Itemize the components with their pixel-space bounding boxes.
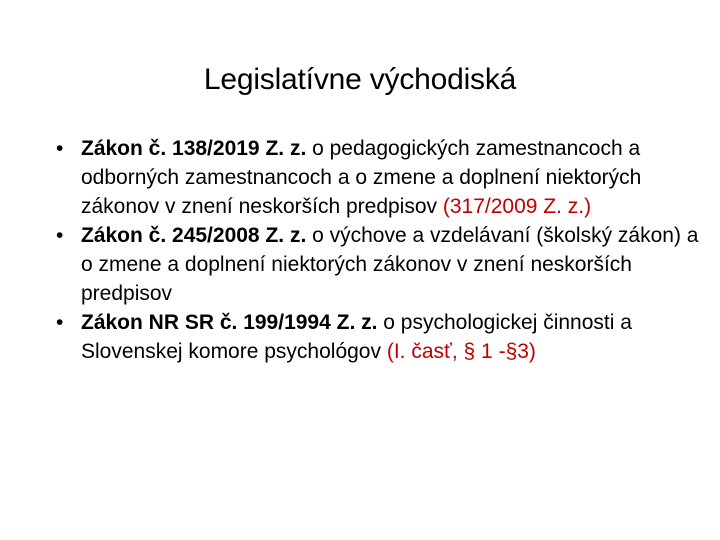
bullet-item-1 [56,134,706,221]
bullet-icon: • [56,137,64,160]
law-title: Zákon č. 138/2019 Z. z. [81,137,307,160]
bullet-list [56,134,706,366]
law-title: Zákon NR SR č. 199/1994 Z. z. [81,311,378,334]
law-title: Zákon č. 245/2008 Z. z. [81,224,307,247]
slide-title: Legislatívne východiská [203,63,517,96]
bullet-item-2 [56,221,706,308]
law-description: o psychologickej činnosti a Slovenskej komore psychológov [81,311,632,363]
law-note: (I. časť, § 1 -§3) [386,340,536,363]
bullet-icon: • [56,311,64,334]
law-note: (317/2009 Z. z.) [442,195,592,218]
bullet-icon: • [56,224,64,247]
bullet-item-3 [56,308,706,366]
law-description: o pedagogických zamestnancoch a odborných zamestnancoch a o zmene a doplnení niektorých zákonov v znení neskorších predpisov [81,137,642,218]
law-description: o výchove a vzdelávaní (školský zákon) a o zmene a doplnení niektorých zákonov v znení neskorších predpisov [81,224,699,305]
